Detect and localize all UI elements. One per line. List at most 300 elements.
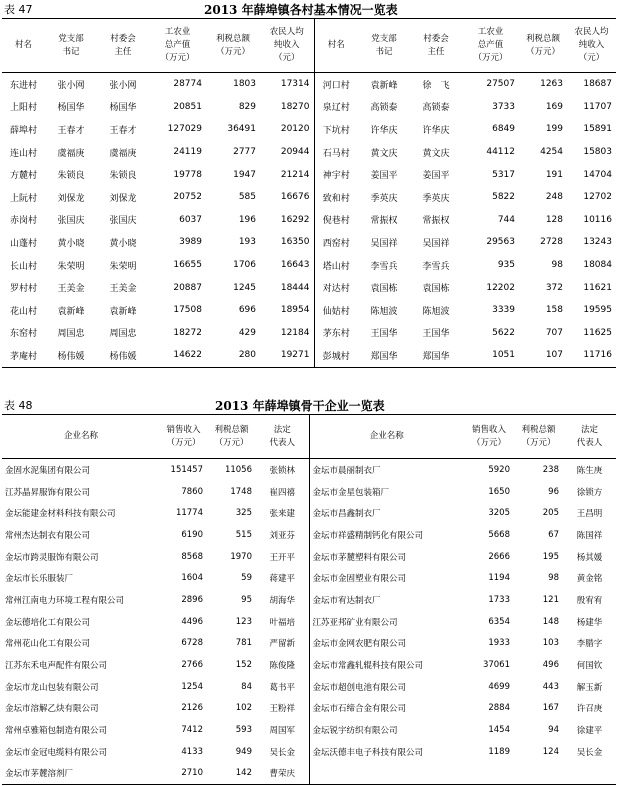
- cell-income: 19595: [583, 305, 612, 316]
- table-row: [2, 676, 616, 698]
- cell-rep: 崔四禧: [269, 487, 295, 498]
- cell-rep: 吴长金: [269, 747, 295, 758]
- cell-village: 山蓬村: [9, 238, 37, 249]
- cell-income: 11707: [583, 101, 612, 112]
- cell-secretary: 虞福庚: [57, 148, 85, 159]
- cell-tax: 107: [545, 350, 563, 361]
- header-rep-line: 法定: [273, 424, 291, 435]
- cell-company: 金坛德培化工有限公司: [5, 617, 91, 628]
- cell-sales: 1194: [488, 573, 510, 584]
- table-row: [2, 186, 616, 209]
- cell-secretary: 朱荣明: [57, 261, 85, 272]
- cell-tax: 123: [235, 616, 252, 627]
- header-output-line: 总产值: [164, 40, 191, 50]
- cell-rep: 周国军: [269, 726, 295, 737]
- cell-income: 18270: [280, 101, 310, 112]
- table-row: [2, 209, 616, 232]
- cell-sales: 4133: [181, 746, 203, 757]
- table-row: [2, 163, 616, 186]
- cell-director: 高锁泰: [422, 103, 450, 114]
- cell-tax: 142: [235, 768, 252, 779]
- cell-secretary: 袁新峰: [370, 80, 398, 91]
- cell-company: 常州花山化工有限公司: [5, 639, 91, 650]
- header-secretary: [45, 19, 97, 73]
- cell-director: 杨伟媛: [109, 351, 137, 362]
- header-company: 企业名称: [2, 415, 160, 459]
- header-tax-line: （万元）: [525, 46, 560, 57]
- cell-tax: 193: [238, 237, 256, 248]
- header-income-line: 纯收入: [578, 40, 605, 50]
- cell-director: 张国庆: [109, 216, 137, 227]
- cell-sales: 1454: [488, 725, 510, 736]
- table-row: [2, 741, 616, 763]
- cell-sales: 2666: [488, 551, 510, 562]
- cell-secretary: 陈旭波: [370, 306, 398, 317]
- cell-sales: 151457: [170, 464, 203, 475]
- cell-rep: 何国钦: [576, 661, 603, 672]
- cell-income: 13243: [583, 237, 612, 248]
- cell-rep: 许召庚: [576, 704, 603, 715]
- cell-company: 金坛市长乐服装厂: [5, 574, 74, 585]
- village-table: [2, 18, 616, 368]
- cell-income: 11621: [583, 282, 612, 293]
- cell-secretary: 张国庆: [57, 216, 85, 227]
- header-income-line: （元）: [578, 53, 605, 63]
- table-row: [2, 698, 616, 720]
- cell-tax: 4254: [540, 147, 563, 158]
- cell-tax: 152: [235, 660, 252, 671]
- cell-rep: 严留新: [269, 639, 295, 650]
- cell-rep: 杨建华: [576, 617, 603, 628]
- cell-income: 21214: [280, 169, 310, 180]
- cell-tax: 98: [551, 260, 563, 271]
- cell-secretary: 郑国华: [370, 351, 398, 362]
- cell-rep: 王粉祥: [269, 704, 295, 715]
- cell-sales: 1254: [181, 681, 203, 692]
- cell-company: 金坛市常鑫轧辊科技有限公司: [309, 654, 464, 676]
- cell-output: 17508: [173, 305, 202, 316]
- cell-rep: [563, 763, 616, 785]
- cell-secretary: 高锁泰: [370, 103, 398, 114]
- cell-tax: 248: [545, 192, 563, 203]
- cell-tax: 124: [542, 746, 559, 757]
- table-row: [2, 344, 616, 367]
- cell-income: 18444: [280, 282, 310, 293]
- cell-village: 方麓村: [9, 171, 37, 182]
- cell-income: 19271: [280, 350, 310, 361]
- cell-company: 金坛市茅麓溶剂厂: [5, 769, 74, 780]
- cell-director: 王美金: [109, 284, 137, 295]
- header-director-line: 村委会: [423, 33, 449, 44]
- cell-village: 茅庵村: [9, 351, 37, 362]
- cell-secretary: 黄文庆: [370, 148, 398, 159]
- header-rep-line: 代表人: [576, 437, 603, 448]
- header-output: [462, 19, 519, 73]
- table-row: [2, 763, 616, 785]
- cell-income: 14704: [583, 169, 612, 180]
- table-row: [2, 502, 616, 524]
- cell-sales: 1604: [181, 573, 203, 584]
- header-income-line: 农民人均: [269, 27, 304, 37]
- cell-tax: 94: [548, 725, 559, 736]
- cell-rep: 陈国祥: [576, 530, 603, 541]
- cell-company: 金坛市晨丽制衣厂: [309, 459, 464, 481]
- cell-secretary: 杨伟媛: [57, 351, 85, 362]
- header-output: [149, 19, 206, 73]
- cell-company: 金坛市跨灵服饰有限公司: [5, 552, 99, 563]
- cell-tax: 696: [238, 305, 256, 316]
- cell-tax: 280: [238, 350, 256, 361]
- header-tax: [207, 415, 256, 459]
- header-sales-line: 销售收入: [471, 424, 506, 435]
- cell-sales: 1189: [488, 746, 510, 757]
- table-row: [2, 322, 616, 345]
- header-tax-line: （万元）: [214, 437, 249, 448]
- header-sales: [464, 415, 514, 459]
- cell-secretary: 常振权: [370, 216, 398, 227]
- cell-company: 金坛市金冠电缆料有限公司: [5, 747, 108, 758]
- table-row: [2, 254, 616, 277]
- cell-rep: 叶福培: [269, 617, 295, 628]
- cell-company: 江苏亚邦矿业有限公司: [309, 611, 464, 633]
- cell-output: 20851: [173, 101, 202, 112]
- cell-income: 20120: [280, 124, 310, 135]
- table-row: [2, 459, 616, 481]
- cell-rep: 吴长金: [576, 747, 603, 758]
- cell-sales: 2710: [181, 768, 203, 779]
- cell-income: 11716: [583, 350, 612, 361]
- header-director-line: 主任: [427, 46, 445, 57]
- cell-tax: 95: [241, 594, 252, 605]
- cell-director: 朱锁良: [109, 171, 137, 182]
- cell-tax: 1263: [540, 79, 563, 90]
- cell-tax: 2728: [540, 237, 563, 248]
- cell-rep: 蒋建平: [269, 574, 295, 585]
- cell-output: 3989: [179, 237, 202, 248]
- cell-director: 郑国华: [422, 351, 450, 362]
- header-director: [410, 19, 462, 73]
- cell-output: 27507: [486, 79, 515, 90]
- cell-director: 李雪兵: [422, 261, 450, 272]
- cell-sales: 11774: [175, 508, 203, 519]
- table-header-row: [2, 19, 616, 73]
- cell-rep: 陈生庚: [576, 465, 603, 476]
- cell-income: 16350: [280, 237, 310, 248]
- header-director: [97, 19, 149, 73]
- cell-income: 18687: [583, 79, 612, 90]
- cell-income: 12702: [583, 192, 612, 203]
- cell-tax: 158: [545, 305, 563, 316]
- cell-income: 20944: [280, 147, 310, 158]
- cell-output: 935: [497, 260, 515, 271]
- cell-tax: 585: [238, 192, 256, 203]
- cell-tax: 67: [548, 529, 559, 540]
- cell-rep: 陈俊隆: [269, 661, 295, 672]
- cell-tax: 84: [241, 681, 252, 692]
- cell-secretary: 黄小晓: [57, 238, 85, 249]
- cell-secretary: 王春才: [57, 125, 85, 136]
- header-sales-line: （万元）: [166, 437, 201, 448]
- cell-village: 上阮村: [9, 193, 37, 204]
- cell-sales: 2126: [181, 703, 203, 714]
- cell-tax: 829: [238, 101, 256, 112]
- cell-tax: 949: [235, 746, 252, 757]
- cell-company: 金坛沃德丰电子科技有限公司: [309, 741, 464, 763]
- cell-village: 花山村: [9, 306, 37, 317]
- cell-company: 常州杰达制衣有限公司: [5, 530, 91, 541]
- cell-company: [309, 763, 464, 785]
- cell-output: 5317: [492, 169, 515, 180]
- header-village: 村名: [314, 19, 358, 73]
- cell-village: 神宇村: [314, 163, 358, 186]
- header-director-line: 主任: [114, 46, 132, 57]
- cell-sales: 7412: [181, 725, 203, 736]
- cell-rep: 杨其媛: [576, 552, 603, 563]
- cell-output: 20887: [173, 282, 202, 293]
- cell-secretary: 吴国祥: [370, 238, 398, 249]
- header-output-line: 工农业: [164, 27, 191, 37]
- cell-tax: 98: [548, 573, 559, 584]
- cell-director: 姜国平: [422, 171, 450, 182]
- cell-rep: 葛书平: [269, 682, 295, 693]
- cell-output: 3733: [492, 101, 515, 112]
- cell-income: 18084: [583, 260, 612, 271]
- cell-company: 江苏东禾电声配件有限公司: [5, 661, 108, 672]
- cell-sales: 2766: [181, 660, 203, 671]
- table-row: [2, 524, 616, 546]
- cell-tax: 238: [542, 464, 559, 475]
- cell-sales: 5920: [488, 464, 510, 475]
- cell-village: 长山村: [9, 261, 37, 272]
- cell-rep: 王昌明: [576, 509, 603, 520]
- cell-tax: 515: [235, 529, 252, 540]
- cell-director: 黄文庆: [422, 148, 450, 159]
- cell-sales: 3205: [488, 508, 510, 519]
- cell-output: 3339: [492, 305, 515, 316]
- cell-sales: 2884: [488, 703, 510, 714]
- cell-tax: 2777: [233, 147, 256, 158]
- cell-income: 11625: [583, 327, 612, 338]
- cell-director: 刘保龙: [109, 193, 137, 204]
- header-output-line: （万元）: [473, 53, 508, 63]
- cell-tax: 1947: [233, 169, 256, 180]
- cell-sales: 4496: [181, 616, 203, 627]
- cell-sales: 1650: [488, 486, 510, 497]
- cell-rep: 殷宥宥: [576, 595, 603, 606]
- cell-sales: 6190: [181, 529, 203, 540]
- cell-company: 金固水泥集团有限公司: [5, 465, 91, 476]
- cell-director: 虞福庚: [109, 148, 137, 159]
- cell-director: 张小网: [109, 80, 137, 91]
- cell-output: 18272: [173, 327, 202, 338]
- cell-output: 29563: [486, 237, 515, 248]
- cell-rep: 曹荣庆: [269, 769, 295, 780]
- cell-sales: 6354: [488, 616, 510, 627]
- cell-director: 朱荣明: [109, 261, 137, 272]
- cell-company: 金坛市石缔合金有限公司: [309, 698, 464, 720]
- cell-tax: 325: [235, 508, 252, 519]
- cell-tax: 429: [238, 327, 256, 338]
- table-row: [2, 611, 616, 633]
- cell-director: 季英庆: [422, 193, 450, 204]
- cell-secretary: 朱锁良: [57, 171, 85, 182]
- table47-caption: 表 47: [4, 3, 33, 16]
- cell-secretary: 许华庆: [370, 125, 398, 136]
- cell-tax: 496: [542, 660, 559, 671]
- header-income-line: 农民人均: [574, 27, 609, 37]
- cell-company: 金坛能建金材料科技有限公司: [5, 509, 116, 520]
- cell-tax: 199: [545, 124, 563, 135]
- table-row: [2, 481, 616, 503]
- cell-sales: 8568: [181, 551, 203, 562]
- cell-tax: 102: [235, 703, 252, 714]
- header-output-line: （万元）: [160, 53, 195, 63]
- cell-company: 金坛市宥达制衣厂: [309, 589, 464, 611]
- cell-rep: 王开平: [269, 552, 295, 563]
- cell-income: 18954: [280, 305, 310, 316]
- header-tax-line: 利税总额: [521, 424, 556, 435]
- cell-output: 28774: [173, 79, 202, 90]
- cell-company: 金坛市超创电池有限公司: [309, 676, 464, 698]
- table-row: [2, 633, 616, 655]
- cell-village: 连山村: [9, 148, 37, 159]
- table-row: [2, 141, 616, 164]
- cell-director: 许华庆: [422, 125, 450, 136]
- cell-company: 金坛市茅麓塑料有限公司: [309, 546, 464, 568]
- cell-rep: 胡海华: [269, 595, 295, 606]
- cell-secretary: 袁国栋: [370, 284, 398, 295]
- cell-company: 金坛市祥盛精制钙化有限公司: [309, 524, 464, 546]
- cell-tax: 372: [545, 282, 563, 293]
- cell-tax: 707: [545, 327, 563, 338]
- cell-director: 黄小晓: [109, 238, 137, 249]
- cell-output: 19778: [173, 169, 202, 180]
- header-tax: [514, 415, 563, 459]
- cell-tax: 195: [542, 551, 559, 562]
- cell-village: 对达村: [314, 276, 358, 299]
- cell-village: 茅东村: [314, 322, 358, 345]
- header-company: 企业名称: [309, 415, 464, 459]
- cell-village: 仙姑村: [314, 299, 358, 322]
- table48-title: 2013 年薛埠镇骨干企业一览表: [215, 399, 385, 413]
- cell-sales: 5668: [488, 529, 510, 540]
- cell-output: 16655: [173, 260, 202, 271]
- cell-director: 常振权: [422, 216, 450, 227]
- cell-output: 44112: [486, 147, 515, 158]
- table48-caption: 表 48: [4, 399, 33, 412]
- header-secretary-line: 党支部: [371, 33, 397, 44]
- cell-output: 744: [497, 214, 515, 225]
- cell-director: 袁新峰: [109, 306, 137, 317]
- header-sales-line: （万元）: [471, 437, 506, 448]
- cell-sales: 7860: [181, 486, 203, 497]
- table47-title: 2013 年薛埠镇各村基本情况一览表: [204, 3, 398, 17]
- cell-village: 塔山村: [314, 254, 358, 277]
- table-row: [2, 231, 616, 254]
- cell-tax: 1803: [233, 79, 256, 90]
- cell-tax: [514, 763, 563, 785]
- cell-rep: 张锁林: [269, 465, 295, 476]
- table-row: [2, 654, 616, 676]
- table-row: [2, 118, 616, 141]
- cell-village: 东进村: [9, 80, 37, 91]
- table-row: [2, 719, 616, 741]
- cell-tax: 1245: [233, 282, 256, 293]
- cell-tax: 443: [542, 681, 559, 692]
- cell-village: 倪巷村: [314, 209, 358, 232]
- cell-tax: 36491: [227, 124, 256, 135]
- cell-secretary: 周国忠: [57, 329, 85, 340]
- cell-output: 20752: [173, 192, 202, 203]
- cell-village: 薛埠村: [9, 125, 37, 136]
- header-secretary-line: 书记: [62, 46, 80, 57]
- enterprise-table: [2, 414, 616, 785]
- cell-director: 杨国华: [109, 103, 137, 114]
- cell-company: 江苏晶昇服饰有限公司: [5, 487, 91, 498]
- cell-company: 金坛市溶解乙炔有限公司: [5, 704, 99, 715]
- cell-sales: 2896: [181, 594, 203, 605]
- cell-company: 金坛市金星包装箱厂: [309, 481, 464, 503]
- cell-tax: 121: [542, 594, 559, 605]
- cell-output: 6849: [492, 124, 515, 135]
- cell-output: 12202: [486, 282, 515, 293]
- cell-income: 16643: [280, 260, 310, 271]
- cell-rep: 刘亚芬: [269, 530, 295, 541]
- cell-village: 下坑村: [314, 118, 358, 141]
- cell-company: 金坛市金网农肥有限公司: [309, 633, 464, 655]
- cell-rep: 解玉新: [576, 682, 603, 693]
- header-income-line: （元）: [273, 53, 300, 63]
- cell-tax: 1748: [230, 486, 252, 497]
- cell-tax: 11056: [224, 464, 252, 475]
- header-rep: [256, 415, 309, 459]
- cell-sales: [464, 763, 514, 785]
- header-tax: [519, 19, 567, 73]
- cell-secretary: 王美金: [57, 284, 85, 295]
- cell-output: 127029: [167, 124, 202, 135]
- cell-tax: 96: [548, 486, 559, 497]
- table-row: [2, 276, 616, 299]
- cell-income: 16676: [280, 192, 310, 203]
- cell-village: 石马村: [314, 141, 358, 164]
- table-row: [2, 299, 616, 322]
- cell-output: 1051: [492, 350, 515, 361]
- cell-company: 常州江南电力环境工程有限公司: [5, 595, 125, 606]
- cell-secretary: 张小网: [57, 80, 85, 91]
- header-tax-line: （万元）: [215, 46, 250, 57]
- table-row: [2, 96, 616, 119]
- cell-village: 罗村村: [9, 284, 37, 295]
- header-rep: [563, 415, 616, 459]
- cell-director: 王春才: [109, 125, 137, 136]
- cell-output: 5822: [492, 192, 515, 203]
- cell-tax: 1970: [230, 551, 252, 562]
- cell-sales: 1933: [488, 638, 510, 649]
- cell-secretary: 袁新峰: [57, 306, 85, 317]
- cell-sales: 37061: [482, 660, 510, 671]
- cell-tax: 191: [545, 169, 563, 180]
- header-rep-line: 代表人: [269, 437, 295, 448]
- cell-secretary: 杨国华: [57, 103, 85, 114]
- cell-secretary: 季英庆: [370, 193, 398, 204]
- cell-company: 金坛市昌鑫制衣厂: [309, 502, 464, 524]
- cell-tax: 167: [542, 703, 559, 714]
- cell-village: 泉辽村: [314, 96, 358, 119]
- cell-income: 15891: [583, 124, 612, 135]
- cell-rep: 黄金铭: [576, 574, 603, 585]
- cell-company: 金坛市金固塑业有限公司: [309, 567, 464, 589]
- header-sales: [160, 415, 207, 459]
